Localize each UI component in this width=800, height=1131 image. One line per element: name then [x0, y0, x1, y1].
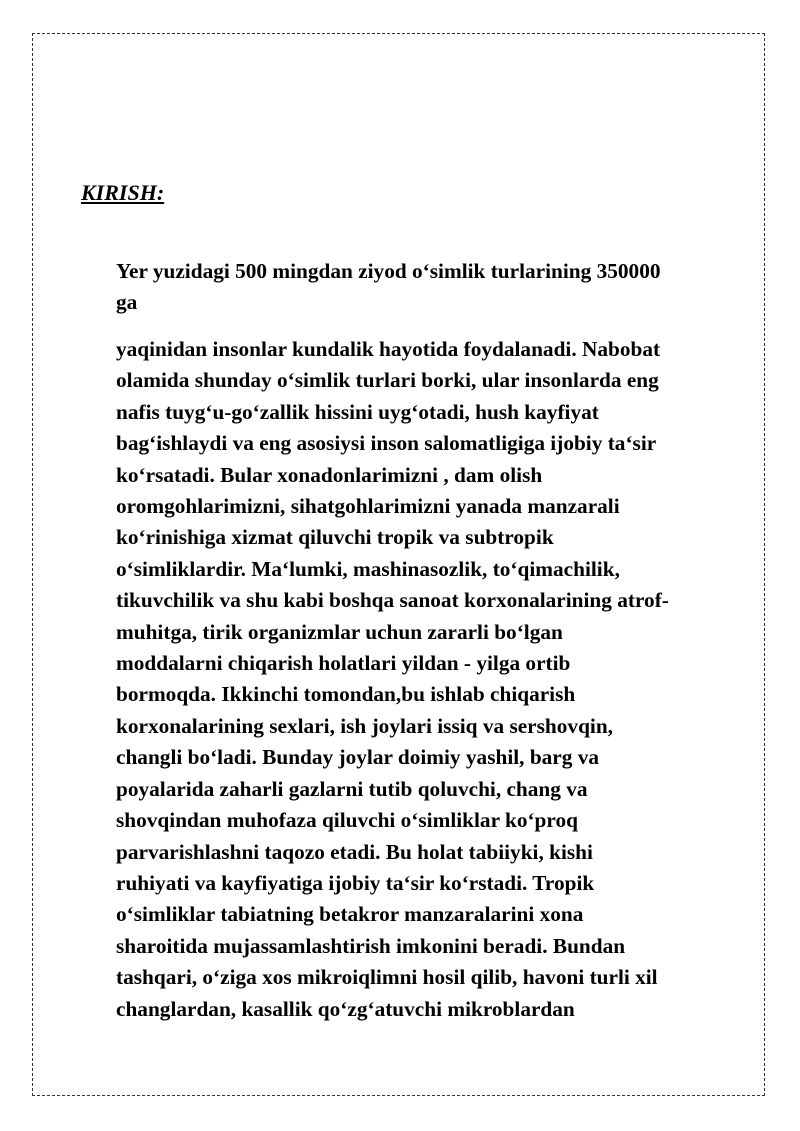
- body-line: korxonalarining sexlari, ish joylari issiq va sershovqin,: [116, 713, 613, 738]
- first-paragraph-line: ga: [116, 290, 138, 314]
- body-line: sharoitida mujassamlashtirish imkonini beradi. Bundan: [116, 933, 626, 958]
- body-line: muhitga, tirik organizmlar uchun zararli bo‘lgan: [116, 619, 563, 644]
- body-line: oromgohlarimizni, sihatgohlarimizni yanada manzarali: [116, 494, 620, 519]
- first-paragraph: [116, 256, 756, 318]
- body-line: nafis tuyg‘u-go‘zallik hissini uyg‘otadi, hush kayfiyat: [116, 399, 599, 424]
- body-line: bormoqda. Ikkinchi tomondan,bu ishlab chiqarish: [116, 682, 576, 707]
- body-line: moddalarni chiqarish holatlari yildan - yilga ortib: [116, 651, 571, 676]
- body-line: parvarishlashni taqozo etadi. Bu holat tabiiyki, kishi: [116, 839, 593, 864]
- body-paragraph: [116, 334, 756, 1025]
- body-line: shovqindan muhofaza qiluvchi o‘simliklar ko‘proq: [116, 808, 578, 833]
- body-line: tashqari, o‘ziga xos mikroiqlimni hosil qilib, havoni turli xil: [116, 965, 658, 990]
- body-line: tikuvchilik va shu kabi boshqa sanoat korxonalarining atrof-: [116, 588, 669, 613]
- body-line: ko‘rinishiga xizmat qiluvchi tropik va subtropik: [116, 525, 554, 550]
- body-line: poyalarida zaharli gazlarni tutib qoluvchi, chang va: [116, 776, 588, 801]
- body-line: changli bo‘ladi. Bunday joylar doimiy yashil, barg va: [116, 745, 600, 770]
- section-heading: KIRISH:: [81, 180, 165, 205]
- first-paragraph-line: Yer yuzidagi 500 mingdan ziyod o‘simlik turlarining 350000: [116, 259, 661, 283]
- body-line: yaqinidan insonlar kundalik hayotida foydalanadi. Nabobat: [116, 337, 661, 361]
- body-line: olamida shunday o‘simlik turlari borki, ular insonlarda eng: [116, 368, 659, 393]
- body-line: changlardan, kasallik qo‘zg‘atuvchi mikroblardan: [116, 996, 575, 1021]
- body-line: o‘simliklardir. Ma‘lumki, mashinasozlik, to‘qimachilik,: [116, 556, 620, 581]
- body-line: o‘simliklar tabiatning betakror manzaralarini xona: [116, 902, 584, 927]
- body-line: bag‘ishlaydi va eng asosiysi inson salomatligiga ijobiy ta‘sir: [116, 431, 657, 456]
- body-line: ko‘rsatadi. Bular xonadonlarimizni , dam olish: [116, 462, 543, 487]
- body-line: ruhiyati va kayfiyatiga ijobiy ta‘sir ko‘rstadi. Tropik: [116, 870, 595, 895]
